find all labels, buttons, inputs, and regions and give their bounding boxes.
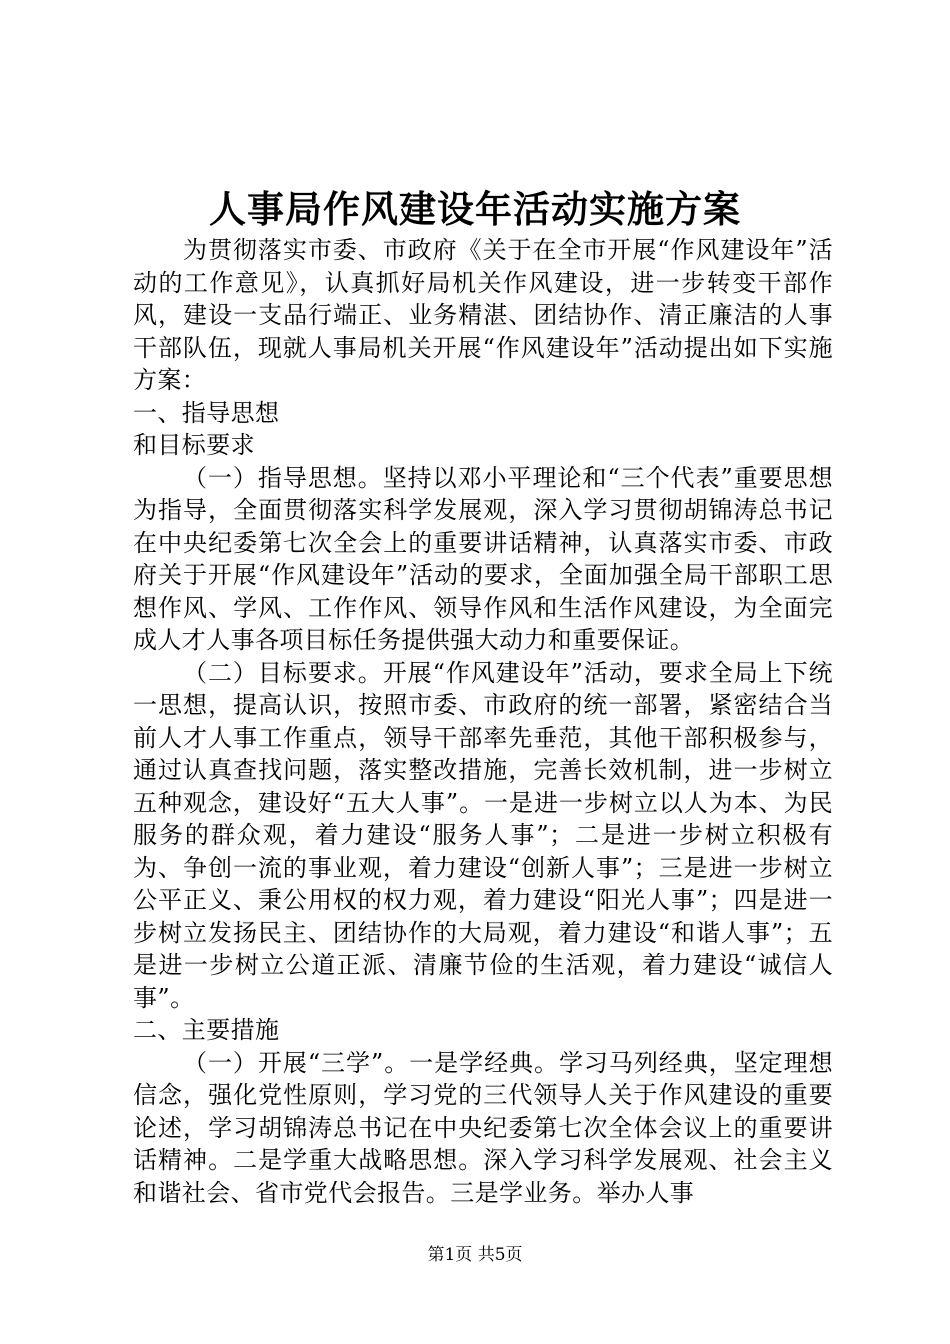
- section-heading-1-continued: 和目标要求: [133, 431, 255, 459]
- measures-paragraph: （一）开展“三学”。一是学经典。学习马列经典，坚定理想信念，强化党性原则，学习党的三代领导人关于作风建设的重要论述，学习胡锦涛总书记在中央纪委第七次全体会议上的重要讲话精神。二是学重大战略思想。深入学习科学发展观、社会主义和谐社会、省市党代会报告。三是学业务。举办人事: [133, 1048, 833, 1207]
- section-heading-1: 一、指导思想: [133, 398, 280, 427]
- document-body: [133, 234, 833, 1209]
- page-number-footer: 第1页 共5页: [427, 1245, 523, 1265]
- intro-paragraph: 为贯彻落实市委、市政府《关于在全市开展“作风建设年”活动的工作意见》，认真抓好局机关作风建设，进一步转变干部作风，建设一支品行端正、业务精湛、团结协作、清正廉洁的人事干部队伍，现就人事局机关开展“作风建设年”活动提出如下实施方案：: [133, 236, 833, 394]
- guiding-thought-paragraph: （一）指导思想。坚持以邓小平理论和“三个代表”重要思想为指导，全面贯彻落实科学发展观，深入学习贯彻胡锦涛总书记在中央纪委第七次全会上的重要讲话精神，认真落实市委、市政府关于开展“作风建设年”活动的要求，全面加强全局干部职工思想作风、学风、工作作风、领导作风和生活作风建设，为全面完成人才人事各项目标任务提供强大动力和重要保证。: [133, 463, 833, 654]
- section-heading-2: 二、主要措施: [133, 1016, 280, 1044]
- document-title: 人事局作风建设年活动实施方案: [209, 187, 741, 231]
- goal-requirements-paragraph: （二）目标要求。开展“作风建设年”活动，要求全局上下统一思想，提高认识，按照市委、市政府的统一部署，紧密结合当前人才人事工作重点，领导干部率先垂范，其他干部积极参与，通过认真查找问题，落实整改措施，完善长效机制，进一步树立五种观念，建设好“五大人事”。一是进一步树立以人为本、为民服务的群众观，着力建设“服务人事”；二是进一步树立积极有为、争创一流的事业观，着力建设“创新人事”；三是进一步树立公平正义、秉公用权的权力观，着力建设“阳光人事”；四是进一步树立发扬民主、团结协作的大局观，着力建设“和谐人事”；五是进一步树立公道正派、清廉节俭的生活观，着力建设“诚信人事”。: [133, 658, 833, 1012]
